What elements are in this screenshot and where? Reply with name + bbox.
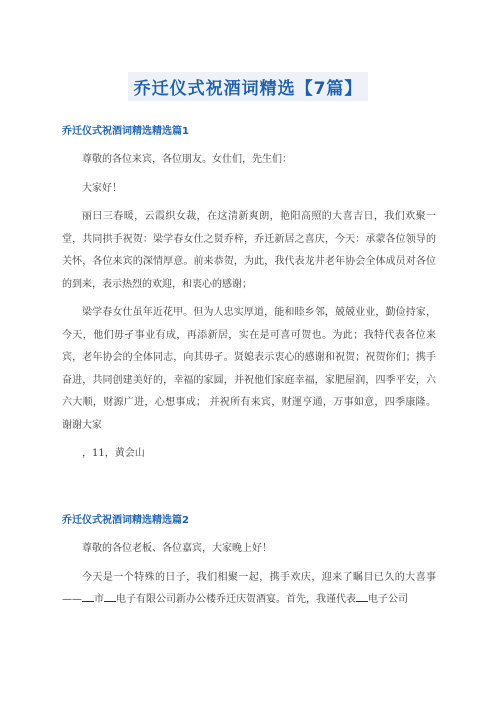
section-1 — [62, 122, 436, 466]
section-2-heading: 乔迁仪式祝酒词精选精选篇2 — [62, 515, 189, 526]
para-text: 市 — [94, 594, 104, 605]
section-2-paragraph — [62, 567, 436, 612]
section-1-paragraph: ，11，黄会山 — [82, 448, 145, 459]
blank-underline — [104, 591, 116, 602]
section-1-paragraph: 尊敬的各位来宾，各位朋友。女仕们，先生们： — [82, 154, 292, 165]
blank-underline — [356, 591, 368, 602]
blank-underline — [82, 591, 94, 602]
para-text: 电子有限公司新办公楼乔迁庆贺酒宴。首先，我谨代表 — [116, 594, 356, 605]
section-1-paragraph: 丽曰三春暖，云霞织女裁，在这清新爽朗，艳阳高照的大喜吉日，我们欢聚一堂，共同拱手祝贺：梁学春女仕之贤乔梓，乔迁新居之喜庆，今天：承蒙各位领导的关怀，各位来宾的深情厚意。前来恭贺，为此，我代表龙井老年协会全体成员对各位的到来，表示热烈的欢迎，和衷心的感谢； — [62, 211, 436, 290]
para-text: 电子公司 — [368, 594, 408, 605]
para-text: 今天是一个特殊的日子，我们相聚一起，携手欢庆，迎来了瞩目已久的大喜事—— — [62, 571, 436, 605]
section-1-heading: 乔迁仪式祝酒词精选精选篇1 — [62, 126, 189, 137]
section-2 — [62, 511, 436, 612]
title-wrap — [0, 72, 496, 101]
section-1-paragraph: 大家好！ — [82, 182, 122, 194]
section-1-paragraph: 梁学春女仕虽年近花甲。但为人忠实厚道，能和睦乡邻，兢兢业业，勤俭持家，今天，他们毋孑事业有成，再添新居，实在是可喜可贺也。为此；我特代表各位来宾，老年协会的全体同志，向其毋孑。贤媳表示衷心的感谢和祝贺；祝贺你们；携手奋进，共同创建美好的，幸福的家圆，并祝他们家庭幸福，家肥屋润，四季平安，六六大顺，财源广进，心想事成； 并祝所有来宾，财運亨通，万事如意，四季康隆。 谢谢大家 — [62, 307, 436, 431]
document-title: 乔迁仪式祝酒词精选【7篇】 — [128, 72, 369, 101]
section-2-paragraph: 尊敬的各位老板、各位嘉宾，大家晚上好！ — [82, 543, 272, 554]
